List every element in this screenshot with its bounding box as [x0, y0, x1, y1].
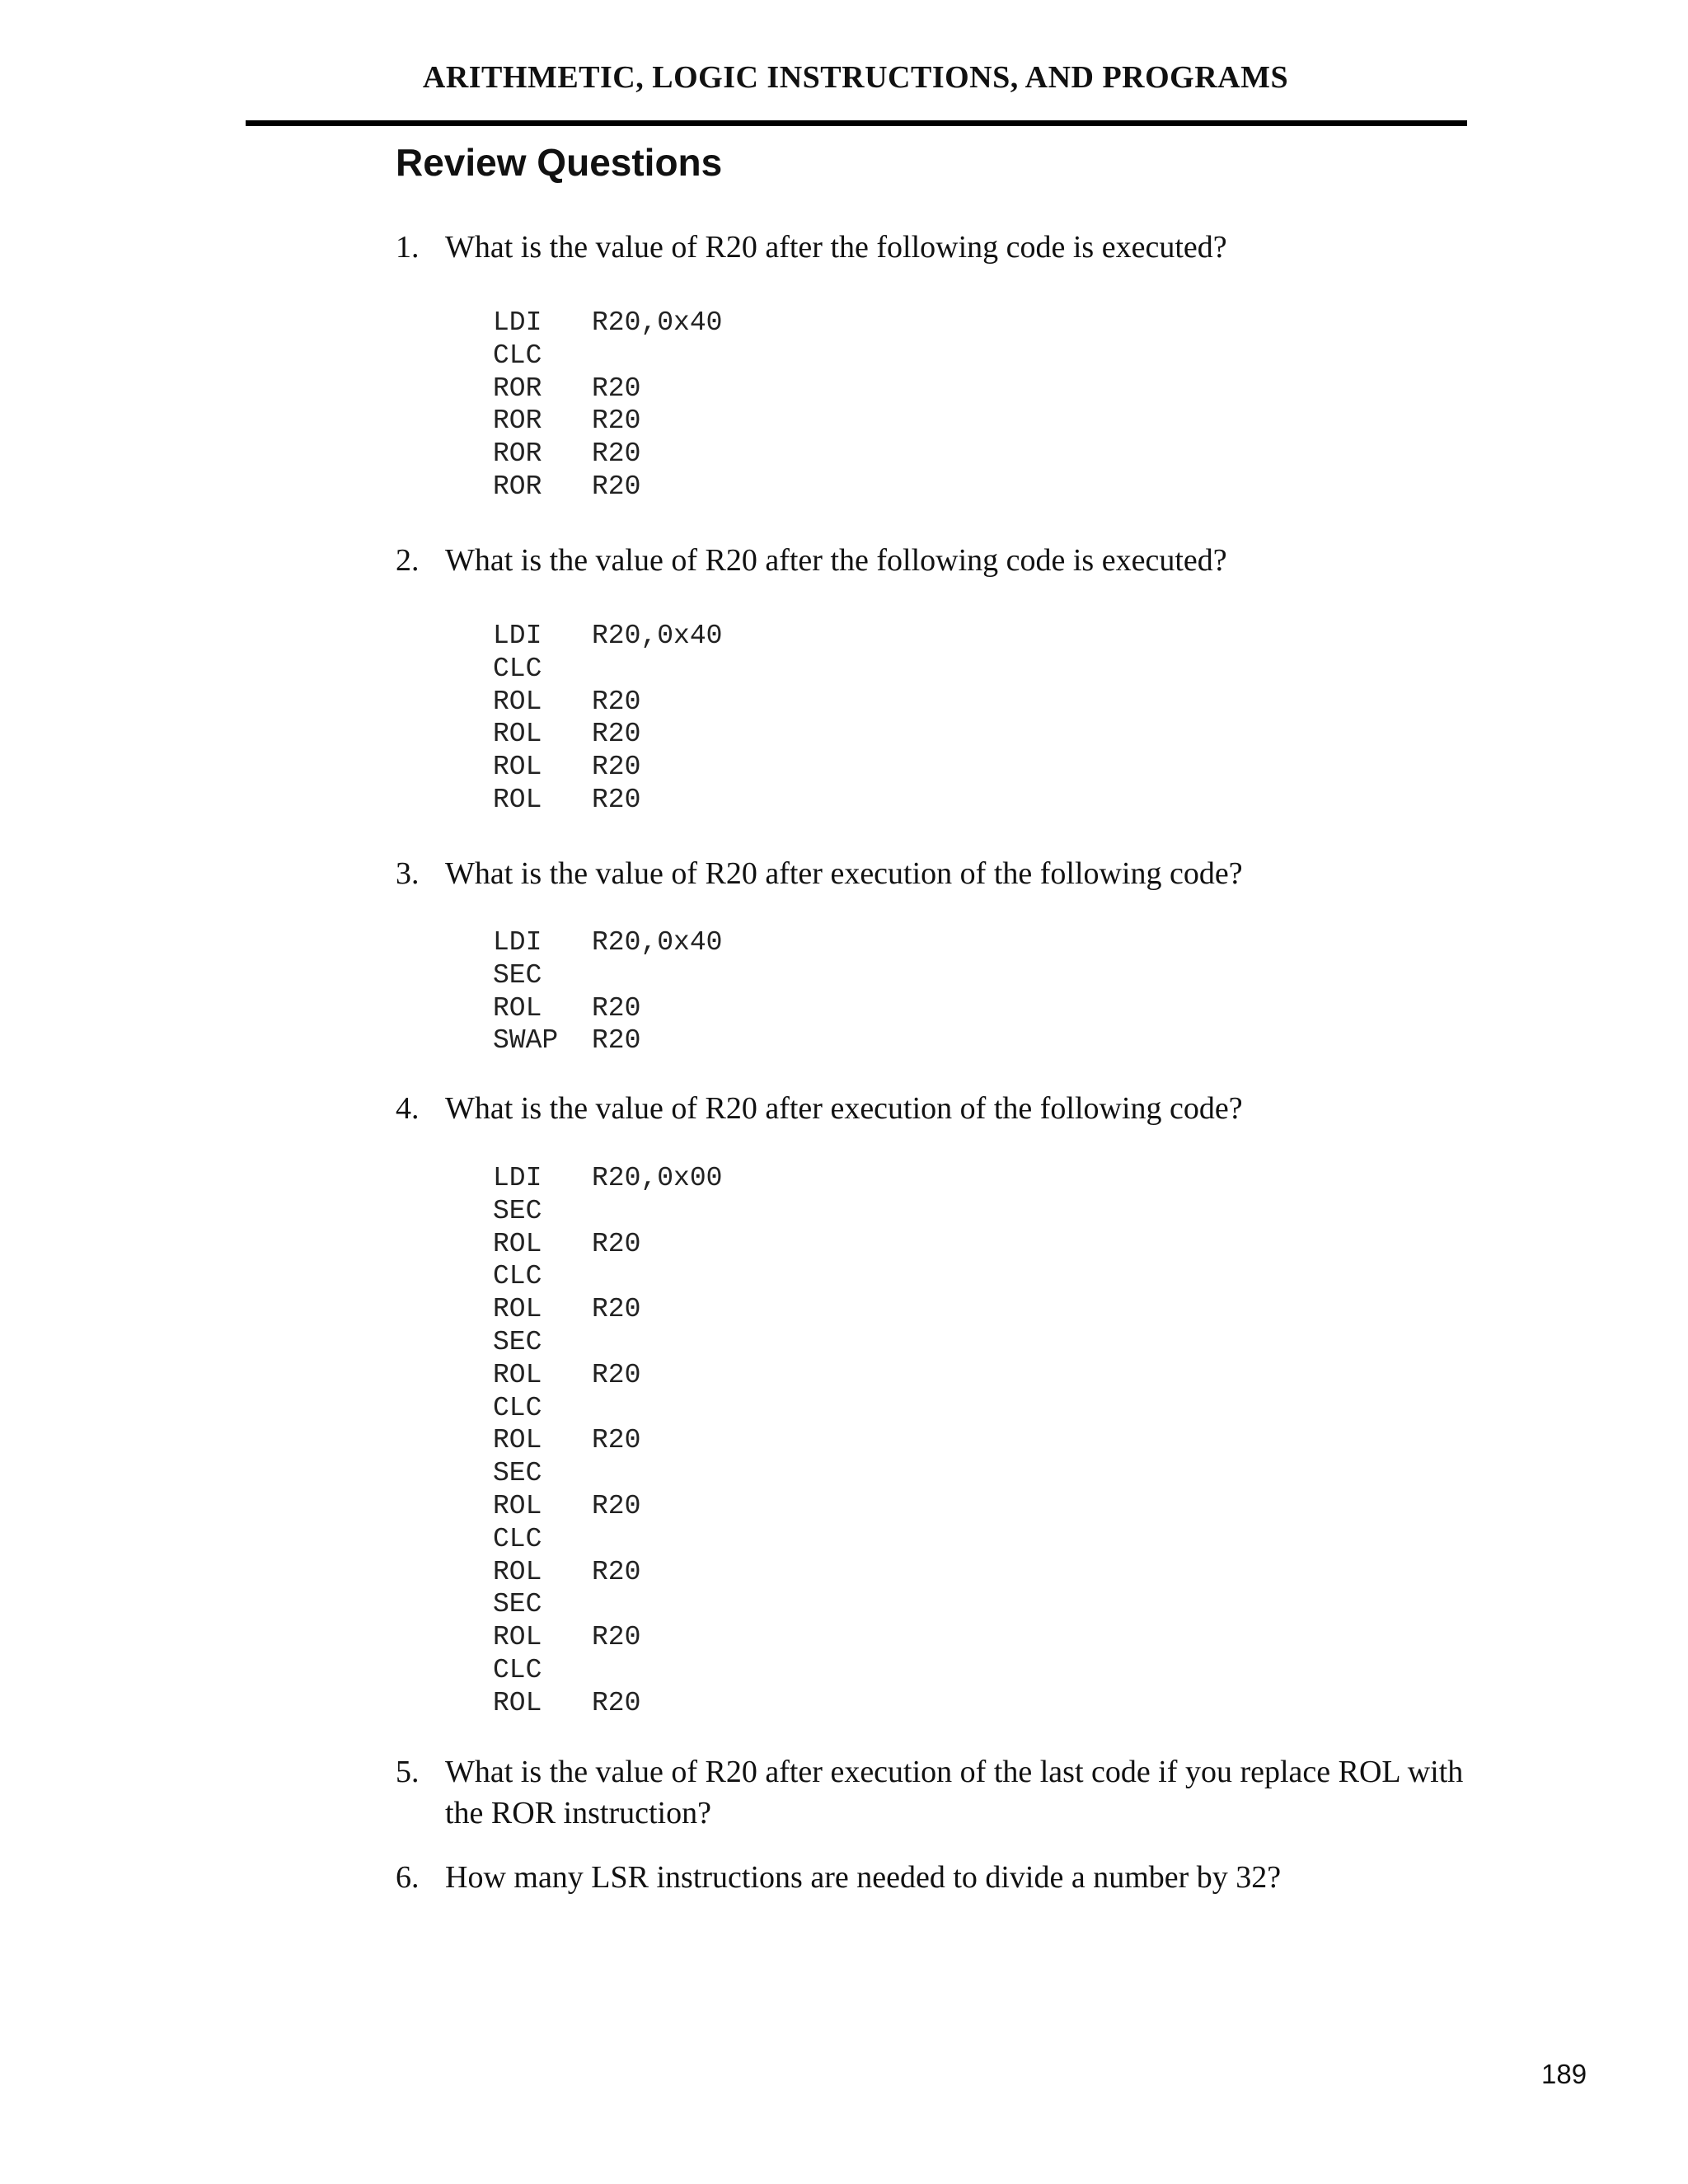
code-opcode: CLC: [493, 1654, 542, 1685]
code-line: [493, 751, 722, 784]
question-5: [396, 1751, 1484, 1834]
code-opcode: ROL: [493, 1425, 542, 1456]
question-4: [396, 1088, 1484, 1129]
code-operand: R20,0x40: [592, 621, 723, 651]
code-opcode: CLC: [493, 653, 542, 684]
code-operand: R20: [592, 784, 641, 815]
code-line: [493, 1228, 722, 1261]
code-operand: R20: [592, 1294, 641, 1325]
code-opcode: ROL: [493, 1556, 542, 1587]
code-opcode: ROL: [493, 1294, 542, 1325]
code-line: [493, 926, 722, 959]
header-rule: [246, 120, 1467, 126]
code-line: [493, 1588, 722, 1621]
code-operand: R20: [592, 1425, 641, 1456]
section-title: Review Questions: [396, 141, 723, 184]
code-line: [493, 1359, 722, 1392]
code-opcode: ROL: [493, 1687, 542, 1718]
question-text: What is the value of R20 after execution of the following code?: [445, 856, 1243, 891]
code-operand: R20: [592, 373, 641, 404]
code-line: [493, 1293, 722, 1326]
code-line: [493, 784, 722, 817]
question-number: 2.: [396, 543, 420, 578]
code-line: [493, 1392, 722, 1425]
code-line: [493, 1424, 722, 1457]
code-opcode: ROL: [493, 686, 542, 717]
code-line: [493, 1326, 722, 1359]
question-number: 6.: [396, 1860, 420, 1895]
code-operand: R20: [592, 1556, 641, 1587]
question-number: 5.: [396, 1755, 420, 1789]
code-opcode: ROR: [493, 471, 542, 502]
code-line: [493, 340, 722, 373]
code-operand: R20,0x40: [592, 307, 723, 338]
question-text: How many LSR instructions are needed to divide a number by 32?: [445, 1860, 1282, 1895]
code-line: [493, 1490, 722, 1523]
code-line: [493, 718, 722, 751]
code-opcode: LDI: [493, 1163, 542, 1193]
code-operand: R20: [592, 405, 641, 437]
code-opcode: LDI: [493, 621, 542, 651]
code-block-3: [493, 926, 722, 1057]
question-2: [396, 540, 1484, 581]
code-line: [493, 438, 722, 471]
code-opcode: ROL: [493, 719, 542, 750]
code-line: [493, 1024, 722, 1057]
code-block-4: [493, 1162, 722, 1720]
question-1: [396, 227, 1484, 268]
code-operand: R20: [592, 1228, 641, 1259]
code-operand: R20,0x00: [592, 1163, 723, 1193]
question-6: [396, 1857, 1484, 1898]
code-opcode: ROL: [493, 1622, 542, 1653]
code-line: [493, 1654, 722, 1687]
question-number: 3.: [396, 856, 420, 891]
code-opcode: SEC: [493, 1458, 542, 1489]
code-operand: R20,0x40: [592, 927, 723, 958]
code-opcode: ROL: [493, 1228, 542, 1259]
code-opcode: CLC: [493, 1523, 542, 1554]
code-operand: R20: [592, 1359, 641, 1390]
code-operand: R20: [592, 752, 641, 783]
code-opcode: SEC: [493, 1589, 542, 1620]
code-line: [493, 1195, 722, 1228]
code-block-2: [493, 620, 722, 817]
code-line: [493, 1621, 722, 1654]
code-line: [493, 405, 722, 438]
code-line: [493, 1687, 722, 1720]
code-operand: R20: [592, 438, 641, 470]
code-opcode: SWAP: [493, 1025, 559, 1057]
question-text: What is the value of R20 after execution of the last code if you replace ROL with the ROR instruction?: [445, 1755, 1464, 1830]
question-number: 4.: [396, 1091, 420, 1126]
code-opcode: LDI: [493, 307, 542, 338]
code-opcode: ROL: [493, 992, 542, 1024]
code-opcode: ROL: [493, 1359, 542, 1390]
code-opcode: ROL: [493, 1490, 542, 1521]
code-operand: R20: [592, 471, 641, 502]
code-operand: R20: [592, 719, 641, 750]
code-opcode: ROL: [493, 752, 542, 783]
code-line: [493, 959, 722, 992]
code-block-1: [493, 307, 722, 504]
code-line: [493, 373, 722, 405]
code-operand: R20: [592, 1622, 641, 1653]
code-operand: R20: [592, 686, 641, 717]
code-opcode: CLC: [493, 340, 542, 371]
code-opcode: SEC: [493, 959, 542, 991]
code-opcode: SEC: [493, 1326, 542, 1357]
code-opcode: ROR: [493, 438, 542, 470]
code-line: [493, 653, 722, 686]
code-operand: R20: [592, 992, 641, 1024]
code-line: [493, 1457, 722, 1490]
code-line: [493, 620, 722, 653]
question-text: What is the value of R20 after the following code is executed?: [445, 230, 1227, 265]
code-line: [493, 686, 722, 719]
page-number: 189: [1541, 2059, 1587, 2089]
question-3: [396, 853, 1484, 894]
code-opcode: SEC: [493, 1195, 542, 1226]
code-opcode: CLC: [493, 1261, 542, 1292]
code-operand: R20: [592, 1490, 641, 1521]
code-opcode: LDI: [493, 927, 542, 958]
code-opcode: ROR: [493, 373, 542, 404]
running-head: ARITHMETIC, LOGIC INSTRUCTIONS, AND PROGRAMS: [422, 60, 1289, 95]
code-opcode: CLC: [493, 1392, 542, 1423]
code-line: [493, 1162, 722, 1195]
code-line: [493, 1523, 722, 1556]
question-number: 1.: [396, 230, 420, 265]
code-opcode: ROL: [493, 784, 542, 815]
code-line: [493, 1260, 722, 1293]
code-line: [493, 1556, 722, 1589]
code-opcode: ROR: [493, 405, 542, 437]
question-text: What is the value of R20 after the following code is executed?: [445, 543, 1227, 578]
code-line: [493, 992, 722, 1025]
code-line: [493, 471, 722, 504]
code-operand: R20: [592, 1687, 641, 1718]
code-operand: R20: [592, 1025, 641, 1057]
question-text: What is the value of R20 after execution of the following code?: [445, 1091, 1243, 1126]
code-line: [493, 307, 722, 340]
